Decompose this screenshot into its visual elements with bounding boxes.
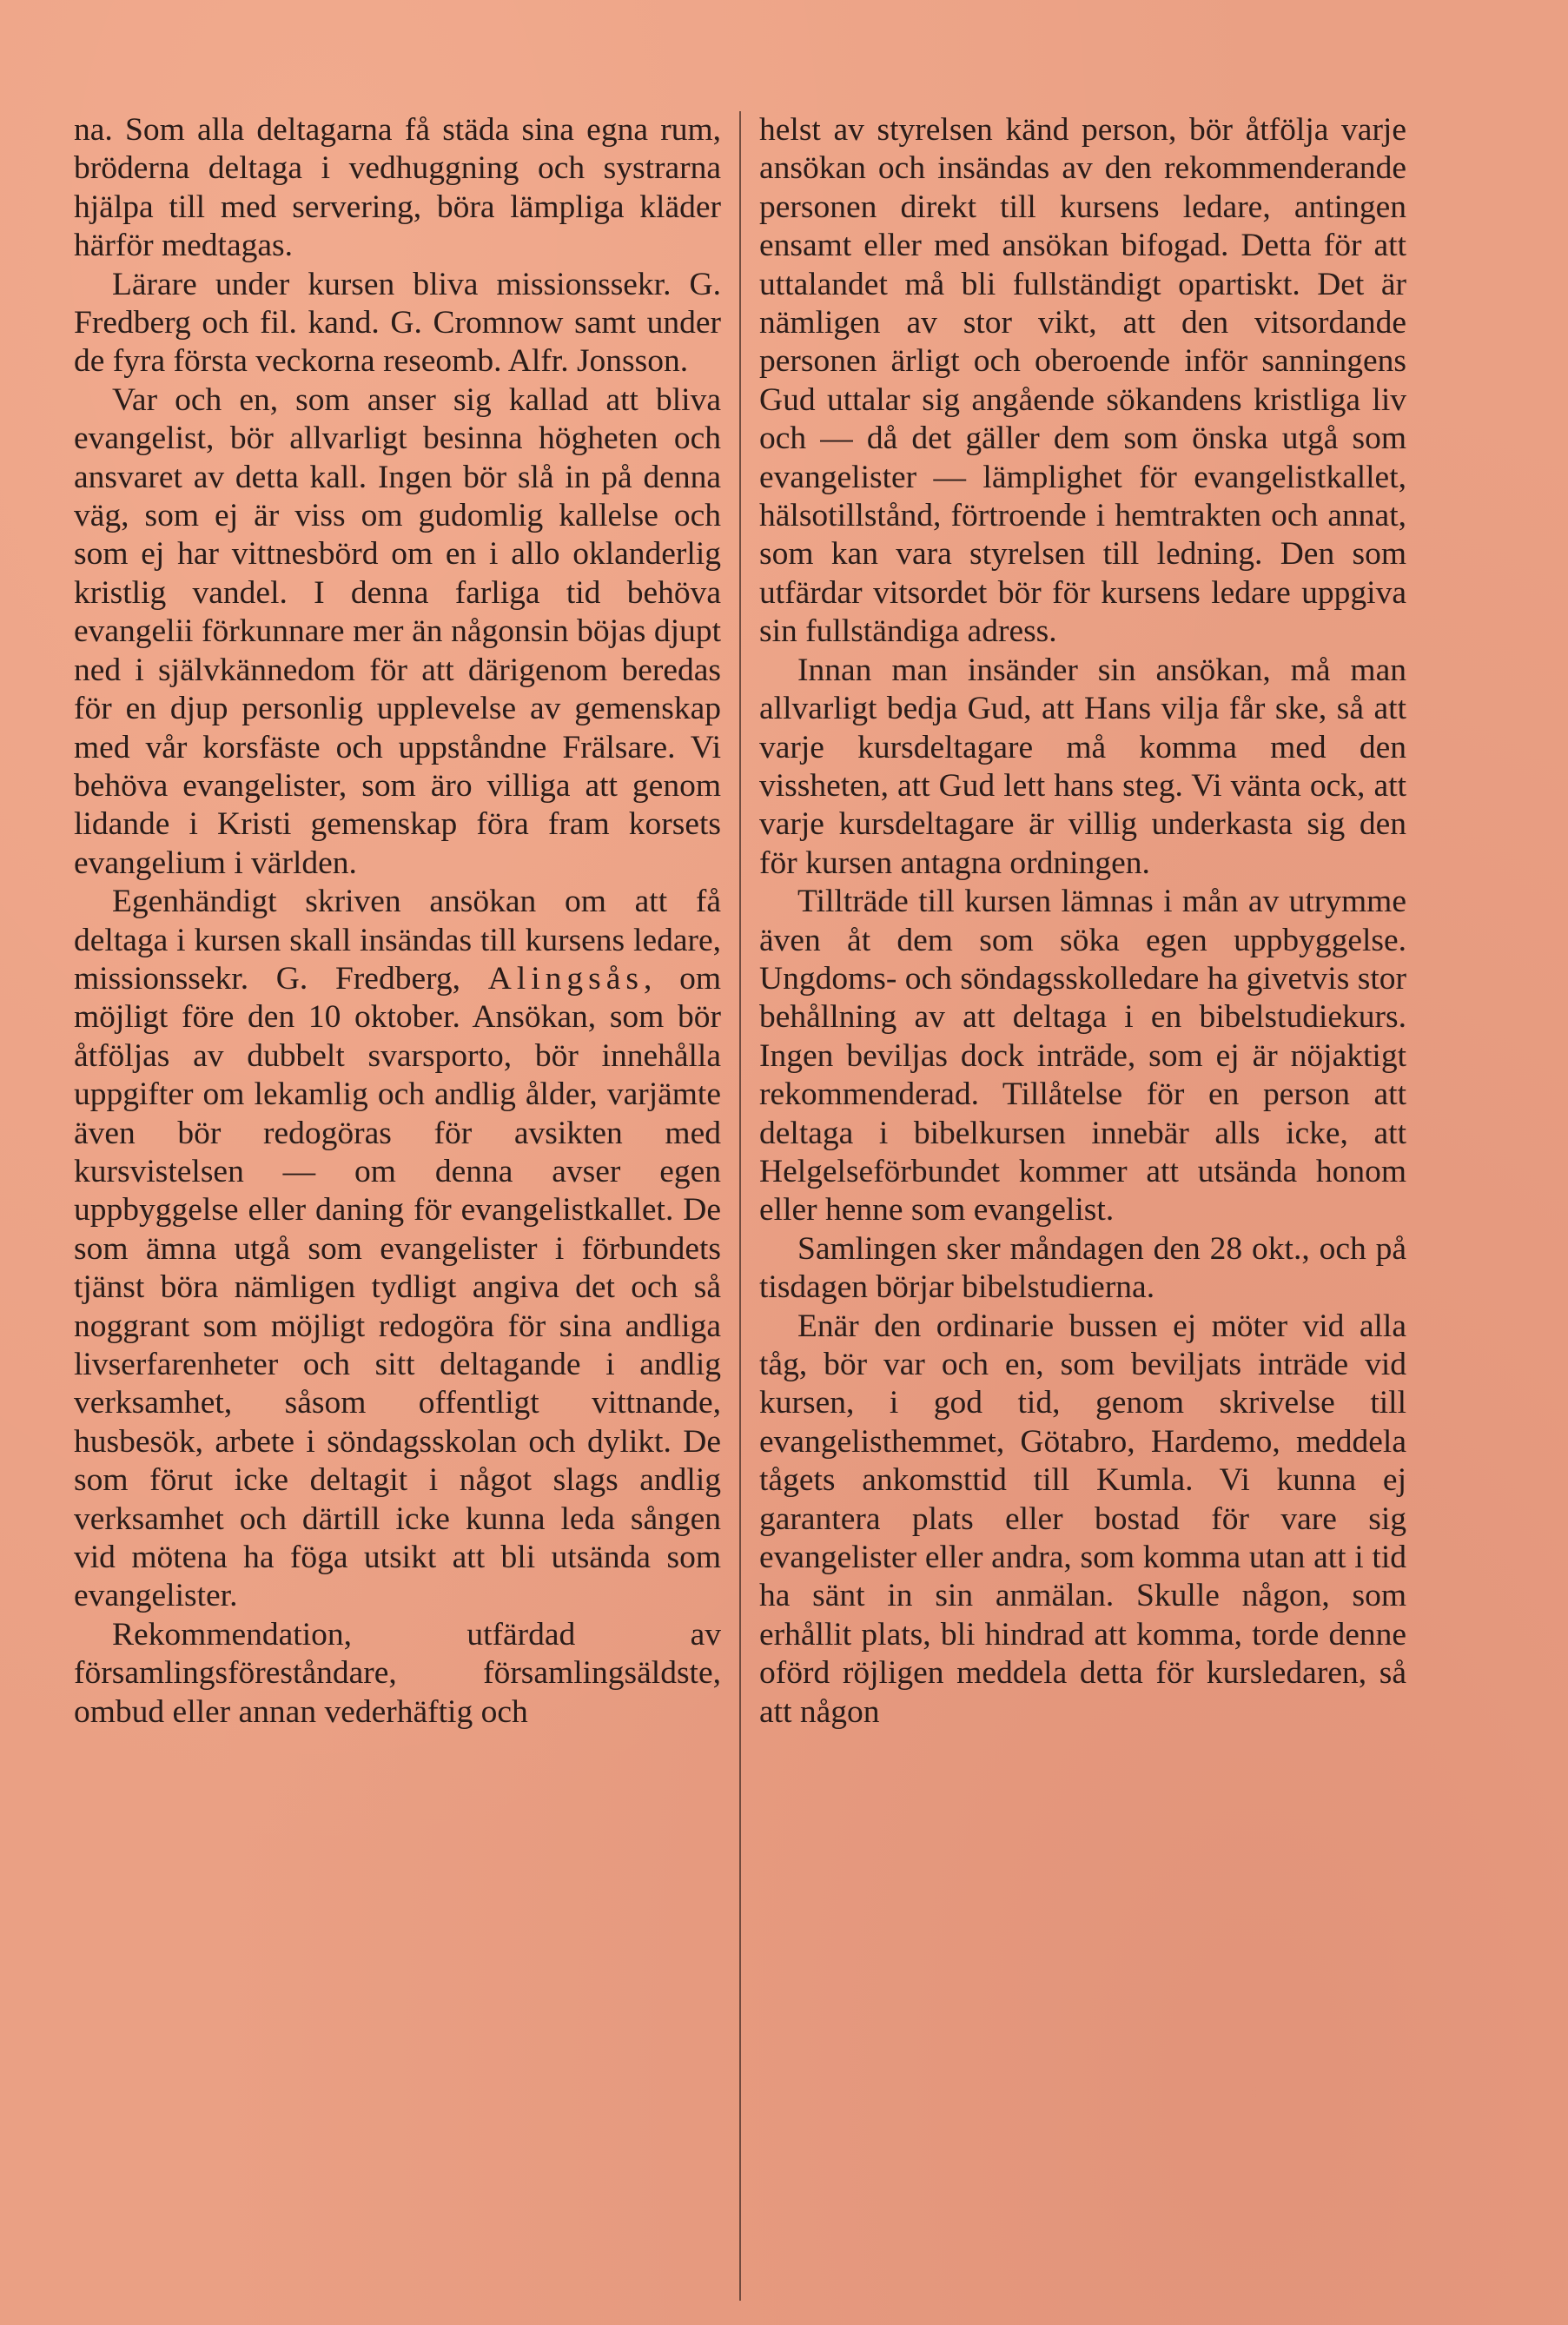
left-paragraph-1: na. Som alla deltagarna få städa sina egna rum, bröderna deltaga i vedhuggning och systrarna hjälpa till med servering, böra lämpliga kläder härför medtagas.	[74, 112, 721, 264]
right-paragraph-3: Tillträde till kursen lämnas i mån av utrymme även åt dem som söka egen uppbyggelse. Ungdoms- och söndagsskolledare ha givetvis stor behållning av att deltaga i en bibelstudiekurs. Ingen beviljas dock inträde, som ej är nöjaktigt rekommenderad. Tillåtelse för en person att deltaga i bibelkursen innebär alls icke, att Helgelseförbundet kommer att utsända honom eller henne som evangelist.	[759, 884, 1406, 1229]
right-paragraph-2: Innan man insänder sin ansökan, må man allvarligt bedja Gud, att Hans vilja får ske, så att varje kursdeltagare må komma med den vissheten, att Gud lett hans steg. Vi vänta ock, att varje kursdeltagare är villig underkasta sig den för kursen antagna ordningen.	[759, 652, 1406, 881]
right-paragraph-1: helst av styrelsen känd person, bör åtfölja varje ansökan och insändas av den rekommenderande personen direkt till kursens ledare, antingen ensamt eller med ansökan bifogad. Detta för att uttalandet må bli fullständigt opartiskt. Det är nämligen av stor vikt, att den vitsordande personen ärligt och oberoende inför sanningens Gud uttalar sig angående sökandens kristliga liv och — då det gäller dem som önska utgå som evangelister — lämplighet för evangelistkallet, hälsotillstånd, förtroende i hemtrakten och annat, som kan vara styrelsen till ledning. Den som utfärdar vitsordet bör för kursens ledare uppgiva sin fullständiga adress.	[759, 112, 1406, 650]
column-divider	[739, 111, 741, 2301]
left-paragraph-3: Var och en, som anser sig kallad att bliva evangelist, bör allvarligt besinna högheten och ansvaret av detta kall. Ingen bör slå in på denna väg, som ej är viss om gudomlig kallelse och som ej har vittnesbörd om en i allo oklanderlig kristlig vandel. I denna farliga tid behöva evangelii förkunnare mer än någonsin böjas djupt ned i självkännedom för att därigenom beredas för en djup personlig upplevelse av gemenskap med vår korsfäste och uppståndne Frälsare. Vi behöva evangelister, som äro villiga att genom lidande i Kristi gemenskap föra fram korsets evangelium i världen.	[74, 381, 721, 881]
left-paragraph-4-after: , om möjligt före den 10 oktober. Ansökan, som bör åtföljas av dubbelt svarsporto, bör innehålla uppgifter om lekamlig och andlig ålder, varjämte även bör redogöras för avsikten med kursvistelsen — om denna avser egen uppbyggelse eller daning för evangelistkallet. De som ämna utgå som evangelister i förbundets tjänst böra nämligen tydligt angiva det och så noggrant som möjligt redogöra för sina andliga livserfarenheter och sitt deltagande i andlig verksamhet, såsom offentligt vittnande, husbesök, arbete i söndagsskolan och dylikt. De som förut icke deltagit i något slags andlig verksamhet och därtill icke kunna leda sången vid mötena ha föga utsikt att bli utsända som evangelister.	[74, 960, 722, 1614]
left-paragraph-4	[74, 883, 721, 1616]
place-name-alingsas: Alingsås	[487, 960, 644, 997]
left-column	[74, 111, 721, 1732]
left-paragraph-2: Lärare under kursen bliva missionssekr. G. Fredberg och fil. kand. G. Cromnow samt under de fyra första veckorna reseomb. Alfr. Jonsson.	[74, 266, 721, 380]
right-paragraph-5: Enär den ordinarie bussen ej möter vid alla tåg, bör var och en, som beviljats inträde vid kursen, i god tid, genom skrivelse till evangelisthemmet, Götabro, Hardemo, meddela tågets ankomsttid till Kumla. Vi kunna ej garantera plats eller bostad för vare sig evangelister eller andra, som komma utan att i tid ha sänt in sin anmälan. Skulle någon, som erhållit plats, bli hindrad att komma, torde denne oförd röjligen meddela detta för kursledaren, så att någon	[759, 1308, 1406, 1730]
right-paragraph-4: Samlingen sker måndagen den 28 okt., och på tisdagen börjar bibelstudierna.	[759, 1230, 1406, 1306]
left-paragraph-5: Rekommendation, utfärdad av församlingsföreståndare, församlingsäldste, ombud eller annan vederhäftig och	[74, 1616, 721, 1730]
left-paragraph-4-before: Egenhändigt skriven ansökan om att få deltaga i kursen skall insändas till kursens ledare, missionssekr. G. Fredberg,	[74, 884, 721, 997]
right-column	[759, 111, 1406, 1732]
